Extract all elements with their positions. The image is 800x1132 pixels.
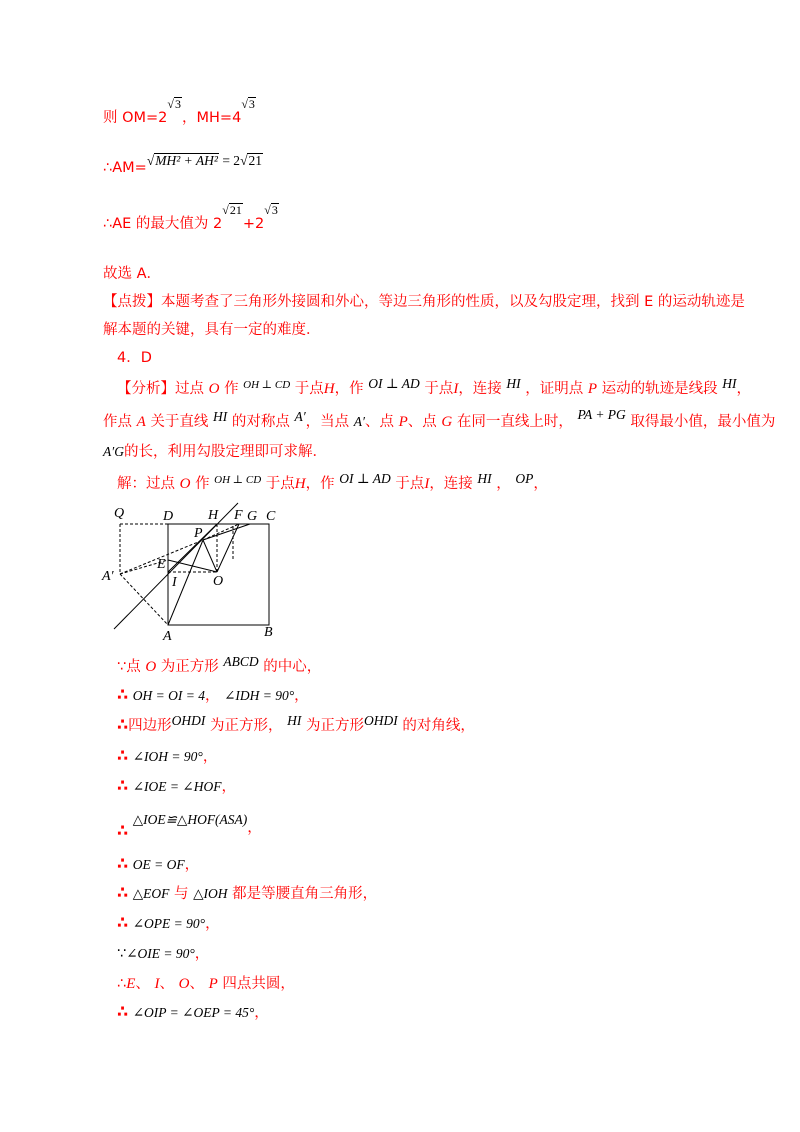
label-p: P: [194, 526, 203, 541]
label-h: H: [208, 508, 219, 523]
am-formula: √MH² + AH² = 2√21: [146, 153, 262, 168]
step-9: ∴ ∠OPE = 90°，: [117, 913, 220, 932]
step-3: ∴四边形OHDI 为正方形， HI 为正方形OHDI 的对角线，: [117, 713, 475, 734]
label-g: G: [247, 509, 258, 524]
step-12: ∴ ∠OIP = ∠OEP = 45°，: [117, 1002, 269, 1021]
label-b: B: [264, 625, 273, 640]
label-i: I: [172, 575, 177, 590]
label-o: O: [213, 574, 224, 589]
line-am: ∴AM=√MH² + AH² = 2√21: [103, 153, 262, 176]
step-8: ∴ △EOF 与 △IOH 都是等腰直角三角形，: [117, 883, 378, 902]
label-a1: A′: [102, 569, 114, 584]
geometry-figure: [100, 500, 290, 645]
step-7: ∴ OE = OF，: [117, 854, 200, 873]
analysis-line-3: A′G的长，利用勾股定理即可求解．: [103, 444, 327, 460]
label-e: E: [157, 557, 166, 572]
label-q: Q: [114, 506, 125, 521]
analysis-line-2: 作点 A 关于直线 HI 的对称点 A′，当点 A′、点 P、点 G 在同一直线上时， PA + PG 取得最小值，最小值为: [103, 407, 776, 430]
step-4: ∴ ∠IOH = 90°，: [117, 746, 218, 765]
line-p-o: [203, 540, 217, 572]
tip-paragraph: 【点拨】本题考查了三角形外接圆和外心，等边三角形的性质，以及勾股定理，找到 E 的运动轨迹是: [103, 294, 745, 310]
solution-intro: 解：过点 O 作 $^{OH \perp CD}$ 于点H，作 OI ⊥ AD 于点I，连接 HI ， OP，: [117, 471, 548, 492]
sqrt-3-a: √3: [167, 97, 182, 111]
step-1: ∵点 O 为正方形 ABCD 的中心，: [117, 654, 322, 675]
step-11: ∴E、 I、 O、 P 四点共圆，: [117, 976, 295, 992]
step-10: ∵∠OIE = 90°，: [117, 946, 210, 962]
line-ae-max: ∴AE 的最大值为 $2^{√21}+2^{√3}$: [103, 203, 278, 232]
label-d: D: [163, 509, 174, 524]
sqrt-3-b: √3: [241, 97, 255, 111]
label-a: A: [163, 629, 172, 644]
step-6: ∴ △IOE≌△HOF(ASA)，: [117, 812, 262, 840]
analysis-line-1: 【分析】过点 O 作 $^{OH \perp CD}$ 于点H，作 OI ⊥ AD 于点I，连接 HI ，证明点 P 运动的轨迹是线段 HI，: [117, 376, 752, 397]
question-4: 4．D: [117, 350, 152, 366]
label-f: F: [234, 508, 243, 523]
step-2: ∴ OH = OI = 4， ∠IDH = 90°，: [117, 685, 309, 704]
label-c: C: [266, 509, 276, 524]
answer-a: 故选 A．: [103, 266, 162, 282]
line-om-mh: 则 $OM=2^{√3}$，$MH=4^{√3}$: [103, 97, 255, 126]
step-5: ∴ ∠IOE = ∠HOF，: [117, 776, 236, 795]
